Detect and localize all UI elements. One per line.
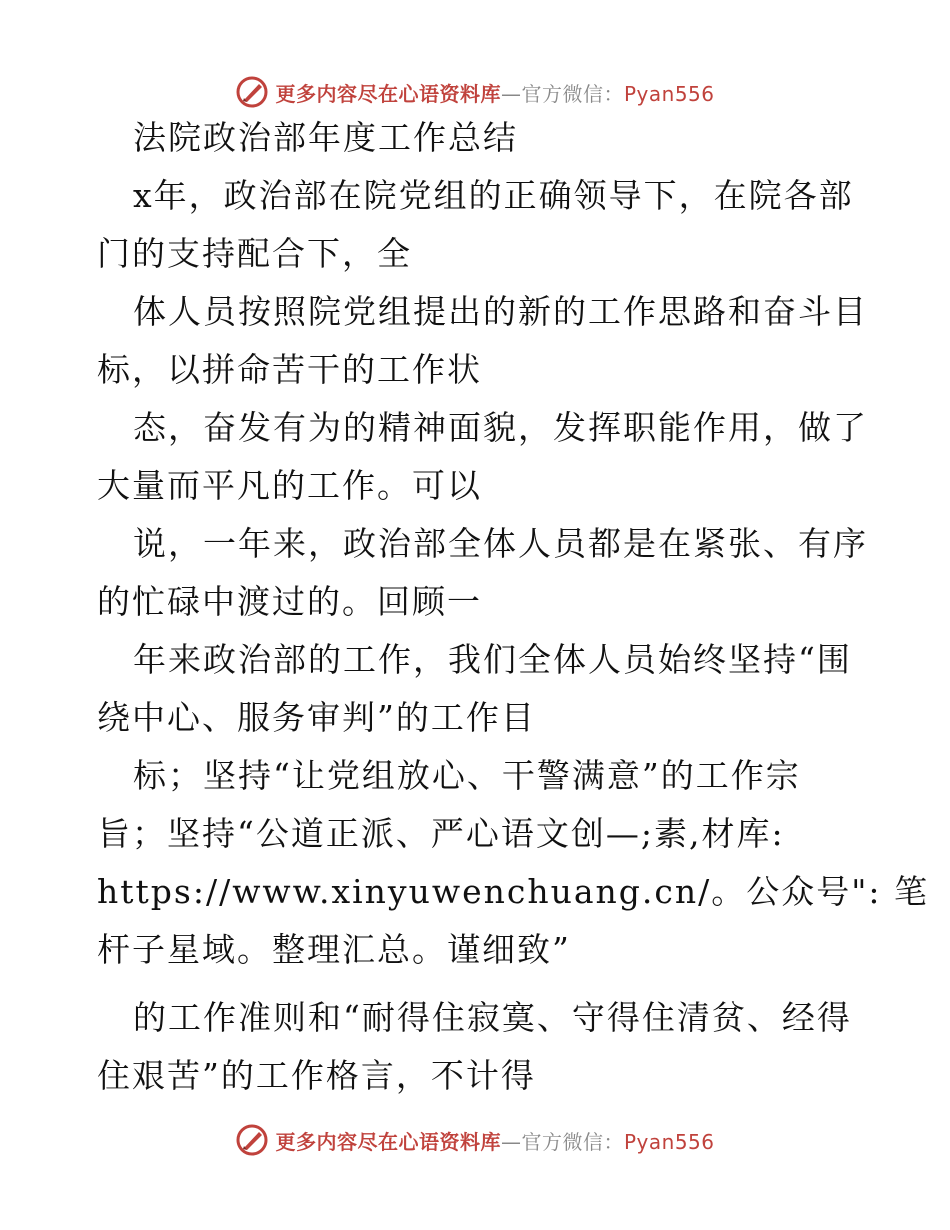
watermark-wechat-label: 官方微信：	[521, 1129, 624, 1154]
footer-watermark-banner	[0, 1120, 950, 1160]
watermark-text	[275, 1126, 714, 1155]
quill-logo-icon	[235, 1123, 269, 1157]
text-line: 旨；坚持“公道正派、严心语文创—;素,材库:	[97, 814, 785, 853]
text-line: 大量而平凡的工作。可以	[97, 466, 482, 505]
text-line: 门的支持配合下，全	[97, 234, 412, 273]
text-line: 体人员按照院党组提出的新的工作思路和奋斗目	[133, 292, 868, 331]
watermark-brand: 更多内容尽在心语资料库	[275, 81, 501, 106]
text-line: 说，一年来，政治部全体人员都是在紧张、有序	[133, 524, 868, 563]
text-line: 态，奋发有为的精神面貌，发挥职能作用，做了	[133, 408, 868, 447]
header-watermark-banner	[0, 72, 950, 112]
text-line: x年，政治部在院党组的正确领导下，在院各部	[133, 176, 854, 215]
watermark-brand: 更多内容尽在心语资料库	[275, 1129, 501, 1154]
text-line: 的忙碌中渡过的。回顾一	[97, 582, 482, 621]
text-line: 标；坚持“让党组放心、干警满意”的工作宗	[133, 756, 801, 795]
watermark-separator: —	[500, 81, 522, 106]
document-title: 法院政治部年度工作总结	[133, 118, 518, 157]
watermark-wechat-label: 官方微信：	[521, 81, 624, 106]
watermark-wechat-id: Pyan556	[623, 1129, 715, 1154]
text-line: 年来政治部的工作，我们全体人员始终坚持“围	[133, 640, 852, 679]
text-line: 标，以拼命苦干的工作状	[97, 350, 482, 389]
quill-logo-icon	[235, 75, 269, 109]
text-line-url: https://www.xinyuwenchuang.cn/。公众号": 笔	[97, 872, 930, 911]
text-line: 绕中心、服务审判”的工作目	[97, 698, 536, 737]
text-line: 住艰苦”的工作格言，不计得	[97, 1056, 536, 1095]
text-line: 的工作准则和“耐得住寂寞、守得住清贫、经得	[133, 998, 852, 1037]
watermark-text	[275, 78, 714, 107]
watermark-wechat-id: Pyan556	[623, 81, 715, 106]
watermark-separator: —	[500, 1129, 522, 1154]
text-line: 杆子星域。整理汇总。谨细致”	[97, 930, 571, 969]
